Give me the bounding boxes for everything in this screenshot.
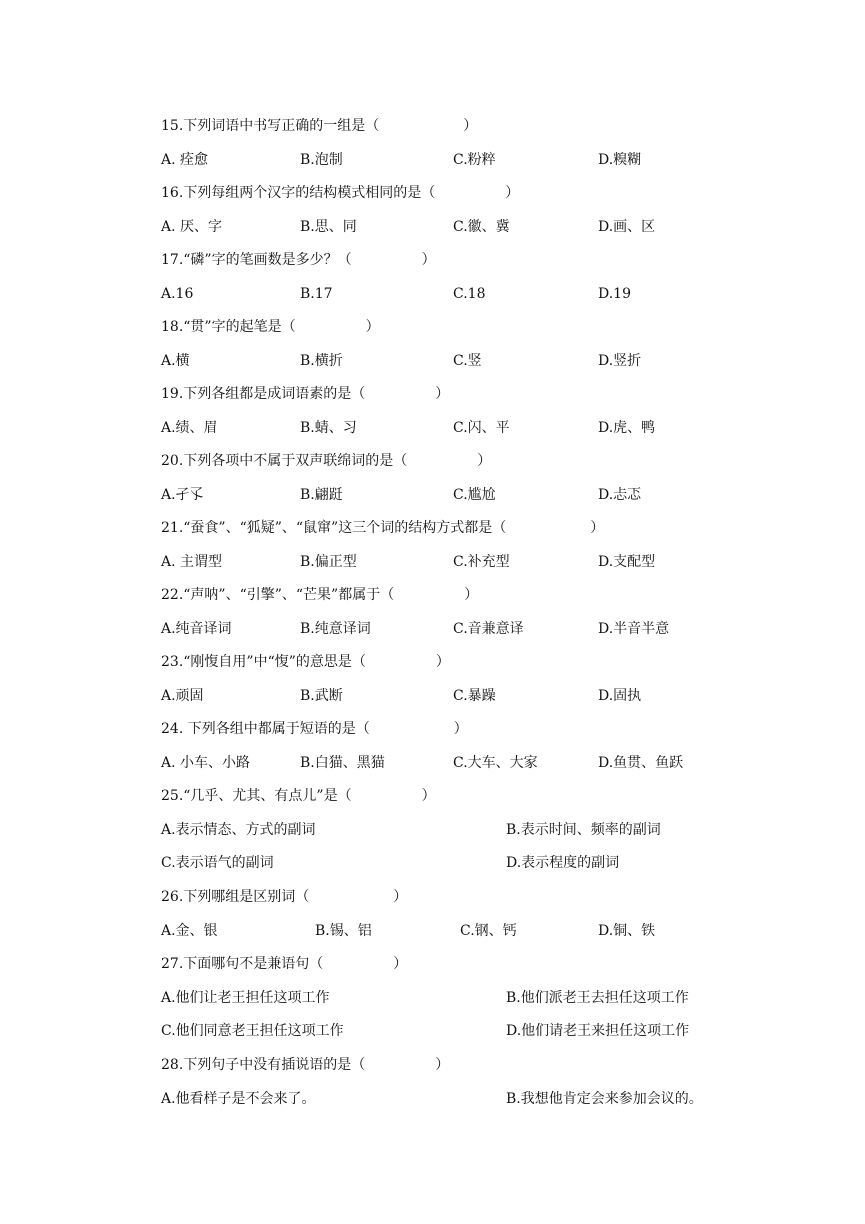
question-17-option-b: B.17: [300, 286, 333, 302]
question-22-option-c: C.音兼意译: [453, 621, 524, 637]
question-20-option-b: B.翩跹: [300, 487, 343, 503]
question-18-option-d: D.竖折: [598, 353, 642, 369]
question-21-option-c: C.补充型: [453, 554, 510, 570]
question-15-option-c: C.粉粹: [453, 152, 496, 168]
question-19-option-a: A.绩、眉: [161, 420, 218, 436]
question-27-option-a: A.他们让老王担任这项工作: [161, 990, 330, 1006]
question-16-option-a: A. 厌、字: [161, 219, 223, 235]
question-24-option-d: D.鱼贯、鱼跃: [598, 755, 684, 771]
question-24-option-c: C.大车、大家: [453, 755, 538, 771]
question-22-option-b: B.纯意译词: [300, 621, 371, 637]
question-25-option-b: B.表示时间、频率的副词: [506, 822, 661, 838]
question-26-option-a: A.金、银: [161, 923, 218, 939]
question-22-option-d: D.半音半意: [598, 621, 670, 637]
question-16-option-b: B.思、同: [300, 219, 357, 235]
question-27-option-b: B.他们派老王去担任这项工作: [506, 990, 689, 1006]
question-25-option-c: C.表示语气的副词: [161, 855, 274, 871]
question-26-stem: 26.下列哪组是区别词（ ）: [161, 889, 408, 905]
question-28-option-a: A.他看样子是不会来了。: [161, 1091, 316, 1107]
question-27-stem: 27.下面哪句不是兼语句（ ）: [161, 956, 408, 972]
question-18-option-c: C.竖: [453, 353, 482, 369]
question-19-option-d: D.虎、鸭: [598, 420, 656, 436]
question-25-option-a: A.表示情态、方式的副词: [161, 822, 316, 838]
question-24-stem: 24. 下列各组中都属于短语的是（ ）: [161, 721, 468, 737]
question-21-option-d: D.支配型: [598, 554, 656, 570]
question-21-option-a: A. 主谓型: [161, 554, 223, 570]
question-20-option-a: A.孑孓: [161, 487, 204, 503]
question-24-option-a: A. 小车、小路: [161, 755, 251, 771]
question-27-option-d: D.他们请老王来担任这项工作: [506, 1023, 690, 1039]
question-28-stem: 28.下列句子中没有插说语的是（ ）: [161, 1057, 450, 1073]
question-20-option-c: C.尴尬: [453, 487, 496, 503]
question-21-option-b: B.偏正型: [300, 554, 357, 570]
question-21-stem: 21.“蚕食”、“狐疑”、“鼠窜”这三个词的结构方式都是（ ）: [161, 520, 605, 536]
question-15-stem: 15.下列词语中书写正确的一组是（ ）: [161, 118, 478, 134]
question-15-option-b: B.泡制: [300, 152, 343, 168]
question-26-option-b: B.锡、铝: [315, 923, 372, 939]
question-26-option-c: C.钢、钙: [460, 923, 517, 939]
question-16-option-c: C.徽、冀: [453, 219, 510, 235]
question-19-option-b: B.蜻、习: [300, 420, 357, 436]
question-23-option-b: B.武断: [300, 688, 343, 704]
question-15-option-a: A. 痊愈: [161, 152, 209, 168]
question-17-option-d: D.19: [598, 286, 631, 302]
question-25-option-d: D.表示程度的副词: [506, 855, 620, 871]
question-16-option-d: D.画、区: [598, 219, 656, 235]
question-20-option-d: D.忐忑: [598, 487, 642, 503]
question-23-option-d: D.固执: [598, 688, 642, 704]
question-26-option-d: D.铜、铁: [598, 923, 656, 939]
question-18-option-a: A.横: [161, 353, 190, 369]
question-22-stem: 22.“声呐”、“引擎”、“芒果”都属于（ ）: [161, 587, 479, 603]
question-24-option-b: B.白猫、黑猫: [300, 755, 385, 771]
question-15-option-d: D.糗糊: [598, 152, 642, 168]
question-19-stem: 19.下列各组都是成词语素的是（ ）: [161, 386, 450, 402]
question-23-option-a: A.顽固: [161, 688, 204, 704]
question-17-stem: 17.“磷”字的笔画数是多少？（ ）: [161, 252, 436, 268]
question-23-stem: 23.“刚愎自用”中“愎”的意思是（ ）: [161, 654, 450, 670]
question-22-option-a: A.纯音译词: [161, 621, 232, 637]
question-20-stem: 20.下列各项中不属于双声联绵词的是（ ）: [161, 453, 492, 469]
question-18-option-b: B.横折: [300, 353, 343, 369]
question-25-stem: 25.“几乎、尤其、有点儿”是（ ）: [161, 788, 436, 804]
question-16-stem: 16.下列每组两个汉字的结构模式相同的是（ ）: [161, 185, 520, 201]
question-17-option-c: C.18: [453, 286, 486, 302]
question-19-option-c: C.闪、平: [453, 420, 510, 436]
question-17-option-a: A.16: [161, 286, 194, 302]
question-18-stem: 18.“贯”字的起笔是（ ）: [161, 319, 380, 335]
question-23-option-c: C.暴躁: [453, 688, 496, 704]
question-27-option-c: C.他们同意老王担任这项工作: [161, 1023, 344, 1039]
question-28-option-b: B.我想他肯定会来参加会议的。: [506, 1091, 703, 1107]
